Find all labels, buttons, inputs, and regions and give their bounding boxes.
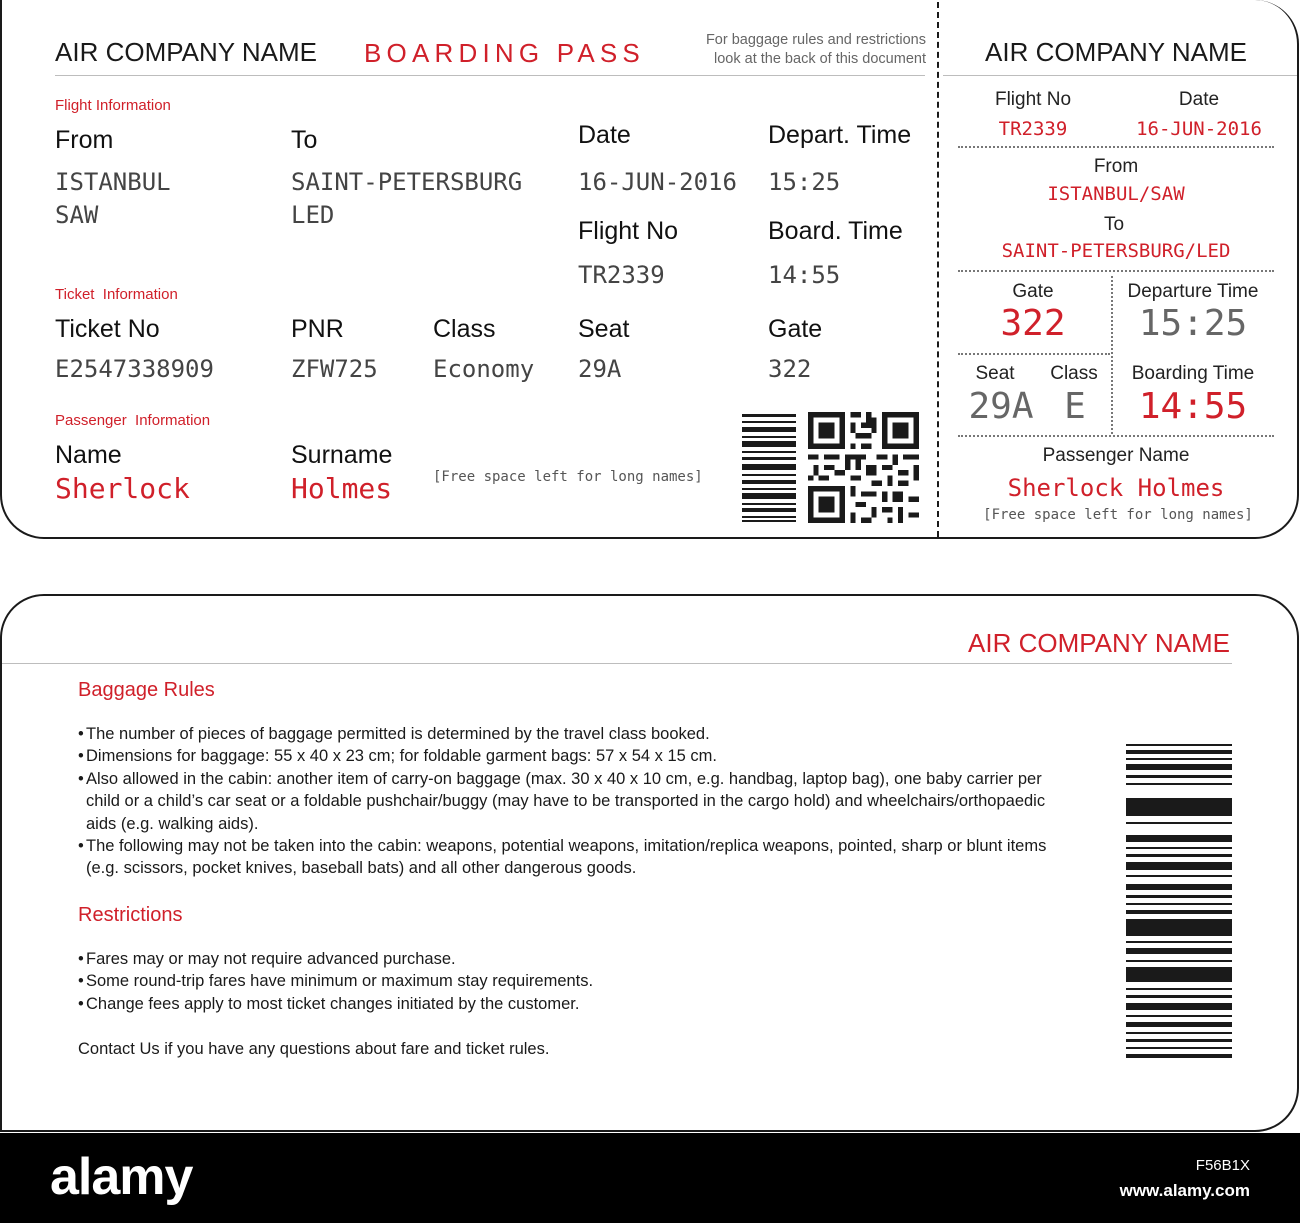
stub-gate-label: Gate [1012, 281, 1054, 302]
stub-divider-1 [958, 146, 1274, 148]
pass-title: BOARDING PASS [364, 38, 645, 68]
stub-free-space-note: [Free space left for long names] [983, 507, 1253, 523]
back-company-name: AIR COMPANY NAME [968, 628, 1230, 658]
from-city: ISTANBUL [55, 168, 171, 196]
stub-from-value: ISTANBUL/SAW [1047, 183, 1185, 205]
name-label: Name [55, 441, 122, 469]
stub-seat-value: 29A [968, 386, 1034, 427]
barcode-icon [742, 414, 796, 522]
baggage-note-1: For baggage rules and restrictions [705, 32, 926, 48]
depart-time-label: Depart. Time [768, 121, 912, 149]
restrictions-list [78, 948, 1063, 1015]
stub-class-value: E [1064, 386, 1086, 427]
stub-boarding-label: Boarding Time [1131, 363, 1255, 384]
list-item: • Dimensions for baggage: 55 x 40 x 23 cm; for foldable garment bags: 57 x 54 x 15 cm. [78, 745, 1063, 767]
seat-value: 29A [578, 355, 622, 383]
stub-departure-label: Departure Time [1127, 281, 1259, 302]
date-value: 16-JUN-2016 [578, 168, 737, 196]
ticket-no-label: Ticket No [55, 315, 160, 343]
contact-note: Contact Us if you have any questions about fare and ticket rules. [78, 1040, 550, 1058]
footer-logo: alamy [50, 1148, 193, 1206]
stub-boarding-value: 14:55 [1138, 386, 1248, 427]
depart-time-value: 15:25 [768, 168, 841, 196]
gate-label: Gate [768, 315, 823, 343]
stub-departure-value: 15:25 [1138, 303, 1248, 344]
stub-to-label: To [1103, 214, 1125, 235]
class-label: Class [433, 315, 496, 343]
gate-value: 322 [768, 355, 812, 383]
stub-date-label: Date [1178, 89, 1220, 110]
baggage-note-2: look at the back of this document [714, 51, 926, 67]
stub-seat-label: Seat [975, 363, 1015, 384]
free-space-note: [Free space left for long names] [433, 469, 703, 485]
list-item: • Fares may or may not require advanced purchase. [78, 948, 1063, 970]
list-item: • Some round-trip fares have minimum or maximum stay requirements. [78, 970, 1063, 992]
list-item: • Change fees apply to most ticket changes initiated by the customer. [78, 993, 1063, 1015]
list-item: • The number of pieces of baggage permitted is determined by the travel class booked. [78, 723, 1063, 745]
list-item: • The following may not be taken into the cabin: weapons, potential weapons, imitation/replica weapons, pointed, sharp or blunt items (e.g. scissors, pocket knives, baseball bats) and all other dangerous goods. [78, 835, 1063, 880]
stub-to-value: SAINT-PETERSBURG/LED [1001, 240, 1231, 262]
watermark-footer [0, 1133, 1300, 1223]
ticket-no-value: E2547338909 [55, 355, 214, 383]
stub-flight-no-label: Flight No [994, 89, 1072, 110]
to-city: SAINT-PETERSBURG [291, 168, 523, 196]
perforation-line [937, 2, 939, 537]
name-value: Sherlock [55, 472, 190, 505]
baggage-rules-title: Baggage Rules [78, 679, 215, 701]
stub-gate-value: 322 [1000, 303, 1066, 344]
footer-image-id: F56B1X [1195, 1157, 1250, 1174]
stub-date-value: 16-JUN-2016 [1136, 118, 1262, 140]
from-code: SAW [55, 201, 99, 229]
stub-passenger-value: Sherlock Holmes [1007, 474, 1225, 502]
stub-from-label: From [1093, 156, 1139, 177]
stub-passenger-label: Passenger Name [1042, 445, 1190, 466]
flight-no-label: Flight No [578, 217, 679, 245]
stub-divider-4 [958, 435, 1274, 437]
board-time-label: Board. Time [768, 217, 903, 245]
header-rule [55, 75, 925, 76]
restrictions-title: Restrictions [78, 904, 183, 926]
flight-info-label: Flight Information [55, 97, 171, 114]
stub-header-rule [943, 75, 1297, 76]
stub-flight-no-value: TR2339 [998, 118, 1068, 140]
to-label: To [291, 126, 318, 154]
qr-code-icon [808, 412, 919, 523]
from-label: From [55, 126, 114, 154]
stub-company-name: AIR COMPANY NAME [985, 37, 1247, 67]
board-time-value: 14:55 [768, 261, 841, 289]
baggage-rules-list [78, 723, 1063, 880]
company-name: AIR COMPANY NAME [55, 37, 317, 67]
list-item: • Also allowed in the cabin: another item of carry-on baggage (max. 30 x 40 x 10 cm, e.g. handbag, laptop bag), one baby carrier per child or a child’s car seat or a foldable pushchair/buggy (may have to be transported in the cargo hold) and wheelchairs/orthopaedic aids (e.g. walking aids). [78, 768, 1063, 835]
to-code: LED [291, 201, 335, 229]
surname-value: Holmes [291, 472, 393, 505]
passenger-info-label: Passenger Information [55, 412, 211, 429]
surname-label: Surname [291, 441, 393, 469]
footer-url: www.alamy.com [1119, 1181, 1250, 1200]
back-header-rule [2, 663, 1232, 664]
back-barcode-icon [1126, 744, 1232, 1059]
seat-label: Seat [578, 315, 630, 343]
ticket-info-label: Ticket Information [55, 286, 178, 303]
stub-class-label: Class [1050, 363, 1098, 384]
stub-divider-3 [958, 353, 1110, 355]
class-value: Economy [433, 355, 535, 383]
stub-divider-2 [958, 270, 1274, 272]
pnr-label: PNR [291, 315, 344, 343]
date-label: Date [578, 121, 631, 149]
pnr-value: ZFW725 [291, 355, 378, 383]
flight-no-value: TR2339 [578, 261, 665, 289]
